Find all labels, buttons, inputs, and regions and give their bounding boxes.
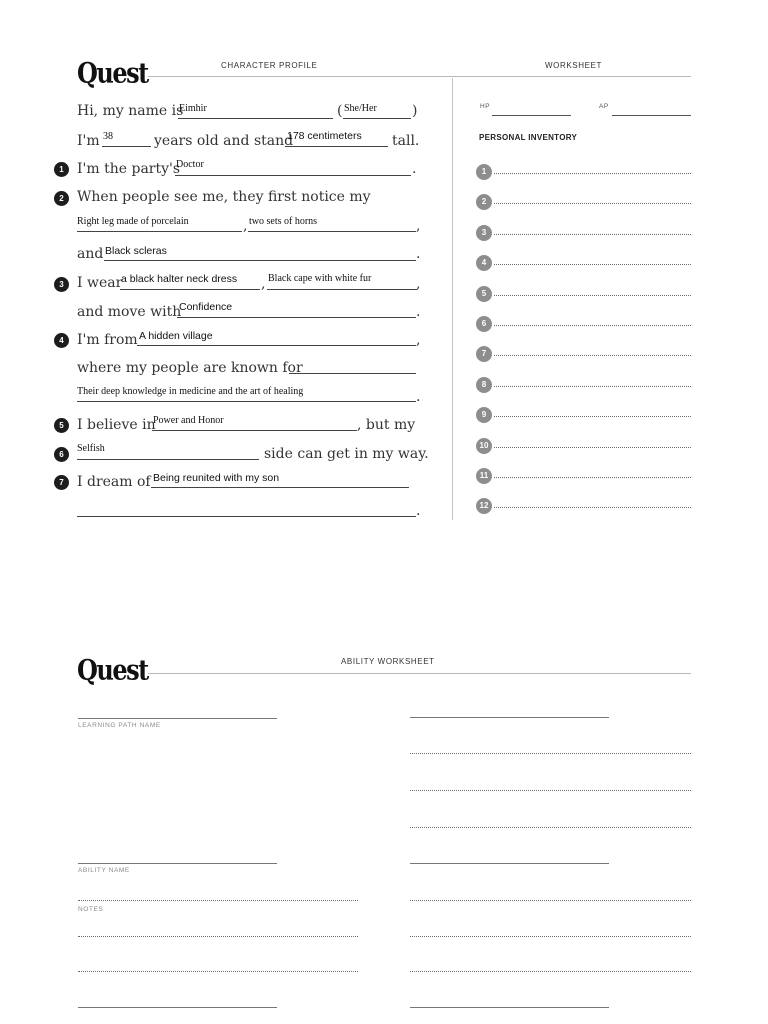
inventory-slot-number: 11 — [476, 468, 492, 484]
ability-name-field[interactable] — [78, 863, 277, 864]
age-prompt: I'm — [77, 133, 100, 149]
inventory-slot-number: 10 — [476, 438, 492, 454]
notice-1-answer[interactable]: Right leg made of porcelain — [77, 216, 189, 227]
flaw-underline — [77, 459, 259, 460]
dream-period: . — [416, 503, 421, 519]
inventory-slot-number: 3 — [476, 225, 492, 241]
notice-comma-1: , — [243, 218, 248, 234]
wear-prompt: I wear — [77, 275, 123, 291]
move-underline — [177, 317, 416, 318]
known-for-answer[interactable]: Their deep knowledge in medicine and the art of healing — [77, 386, 304, 397]
believe-underline — [152, 430, 357, 431]
wear-2-answer[interactable]: Black cape with white fur — [268, 273, 372, 284]
known-for-underline-2 — [77, 401, 416, 402]
inventory-slot-number: 9 — [476, 407, 492, 423]
ability-desc-line[interactable] — [78, 900, 358, 901]
ability-worksheet-title: ABILITY WORKSHEET — [341, 657, 435, 666]
step-3-badge: 3 — [54, 277, 69, 292]
notice-2-underline — [248, 231, 416, 232]
inventory-slot-line[interactable] — [494, 447, 691, 448]
known-for-underline-1 — [289, 373, 416, 374]
quest-logo-ability: Quest — [77, 653, 148, 687]
name-prompt: Hi, my name is — [77, 103, 184, 119]
worksheet-title: WORKSHEET — [545, 61, 602, 70]
notes-label: NOTES — [78, 906, 104, 913]
known-for-prompt: where my people are known for — [77, 360, 303, 376]
pronouns-answer[interactable]: She/Her — [344, 103, 377, 114]
tall-text: tall. — [392, 133, 420, 149]
but-my-text: , but my — [357, 417, 416, 433]
inventory-slot-line[interactable] — [494, 477, 691, 478]
right-dotline-4[interactable] — [410, 900, 691, 901]
column-divider — [452, 78, 453, 520]
inventory-slot-number: 8 — [476, 377, 492, 393]
name-underline — [178, 118, 333, 119]
inventory-slot-number: 1 — [476, 164, 492, 180]
inventory-slot-number: 2 — [476, 194, 492, 210]
name-answer[interactable]: Eimhir — [179, 103, 207, 114]
inventory-slot-number: 12 — [476, 498, 492, 514]
notice-1-underline — [77, 231, 242, 232]
learning-path-field[interactable] — [78, 718, 277, 719]
height-underline — [285, 146, 388, 147]
notice-prompt: When people see me, they first notice my — [77, 189, 371, 205]
wear-comma-1: , — [261, 276, 266, 292]
ability-name-field-2[interactable] — [78, 1007, 277, 1008]
inventory-title: PERSONAL INVENTORY — [479, 133, 578, 142]
height-answer[interactable]: 178 centimeters — [287, 130, 362, 142]
inventory-slot-number: 4 — [476, 255, 492, 271]
ap-field[interactable] — [612, 115, 691, 116]
right-dotline-6[interactable] — [410, 971, 691, 972]
pronoun-close-paren: ) — [412, 103, 418, 119]
hp-field[interactable] — [492, 115, 571, 116]
pronouns-underline — [343, 118, 411, 119]
notice-and: and — [77, 246, 104, 262]
notice-3-answer[interactable]: Black scleras — [105, 245, 167, 257]
right-dotline-5[interactable] — [410, 936, 691, 937]
pronoun-open-paren: ( — [337, 103, 343, 119]
step-5-badge: 5 — [54, 418, 69, 433]
notes-line-1[interactable] — [78, 936, 358, 937]
step-6-badge: 6 — [54, 447, 69, 462]
move-answer[interactable]: Confidence — [179, 301, 233, 313]
inventory-slot-number: 7 — [476, 346, 492, 362]
notes-line-2[interactable] — [78, 971, 358, 972]
ap-label: AP — [599, 103, 609, 110]
ability-name-label: ABILITY NAME — [78, 867, 130, 874]
flaw-answer[interactable]: Selfish — [77, 443, 105, 454]
role-underline — [175, 175, 411, 176]
notice-period: . — [416, 246, 421, 262]
believe-prompt: I believe in — [77, 417, 156, 433]
dream-underline-1 — [151, 487, 409, 488]
notice-3-underline — [104, 260, 416, 261]
right-dotline-3[interactable] — [410, 827, 691, 828]
known-for-period: . — [416, 389, 421, 405]
quest-logo: Quest — [77, 56, 148, 90]
from-prompt: I'm from — [77, 332, 138, 348]
wear-1-underline — [120, 289, 260, 290]
move-period: . — [416, 304, 421, 320]
inventory-slot-line[interactable] — [494, 173, 691, 174]
from-underline — [137, 345, 416, 346]
inventory-slot-number: 6 — [476, 316, 492, 332]
believe-answer[interactable]: Power and Honor — [153, 415, 224, 426]
flaw-side-text: side can get in my way. — [264, 446, 429, 462]
role-period: . — [412, 161, 417, 177]
from-answer[interactable]: A hidden village — [139, 330, 213, 342]
step-1-badge: 1 — [54, 162, 69, 177]
inventory-slot-line[interactable] — [494, 234, 691, 235]
move-prompt: and move with — [77, 304, 182, 320]
step-4-badge: 4 — [54, 333, 69, 348]
learning-path-label: LEARNING PATH NAME — [78, 722, 161, 729]
inventory-slot-line[interactable] — [494, 295, 691, 296]
age-underline — [102, 146, 151, 147]
header-rule — [148, 76, 691, 77]
step-2-badge: 2 — [54, 191, 69, 206]
step-7-badge: 7 — [54, 475, 69, 490]
wear-comma-2: , — [416, 276, 421, 292]
notice-comma-2: , — [416, 218, 421, 234]
age-answer[interactable]: 38 — [103, 131, 113, 142]
dream-underline-2 — [77, 516, 416, 517]
wear-2-underline — [267, 289, 417, 290]
inventory-slot-line[interactable] — [494, 325, 691, 326]
inventory-slot-line[interactable] — [494, 355, 691, 356]
notice-2-answer[interactable]: two sets of horns — [249, 216, 318, 227]
ability-header-rule — [148, 673, 691, 674]
role-answer[interactable]: Doctor — [176, 159, 204, 170]
dream-answer[interactable]: Being reunited with my son — [153, 472, 280, 484]
inventory-slot-line[interactable] — [494, 416, 691, 417]
right-dotline-1[interactable] — [410, 753, 691, 754]
inventory-slot-line[interactable] — [494, 386, 691, 387]
inventory-slot-line[interactable] — [494, 264, 691, 265]
right-field-1[interactable] — [410, 717, 609, 718]
right-field-2[interactable] — [410, 863, 609, 864]
inventory-slot-number: 5 — [476, 286, 492, 302]
hp-label: HP — [480, 103, 491, 110]
height-prompt: years old and stand — [154, 133, 294, 149]
right-dotline-2[interactable] — [410, 790, 691, 791]
wear-1-answer[interactable]: a black halter neck dress — [121, 273, 238, 285]
role-prompt: I'm the party's — [77, 161, 181, 177]
inventory-slot-line[interactable] — [494, 203, 691, 204]
from-comma: , — [416, 332, 421, 348]
inventory-slot-line[interactable] — [494, 507, 691, 508]
character-profile-title: CHARACTER PROFILE — [221, 61, 318, 70]
dream-prompt: I dream of — [77, 474, 151, 490]
right-field-3[interactable] — [410, 1007, 609, 1008]
